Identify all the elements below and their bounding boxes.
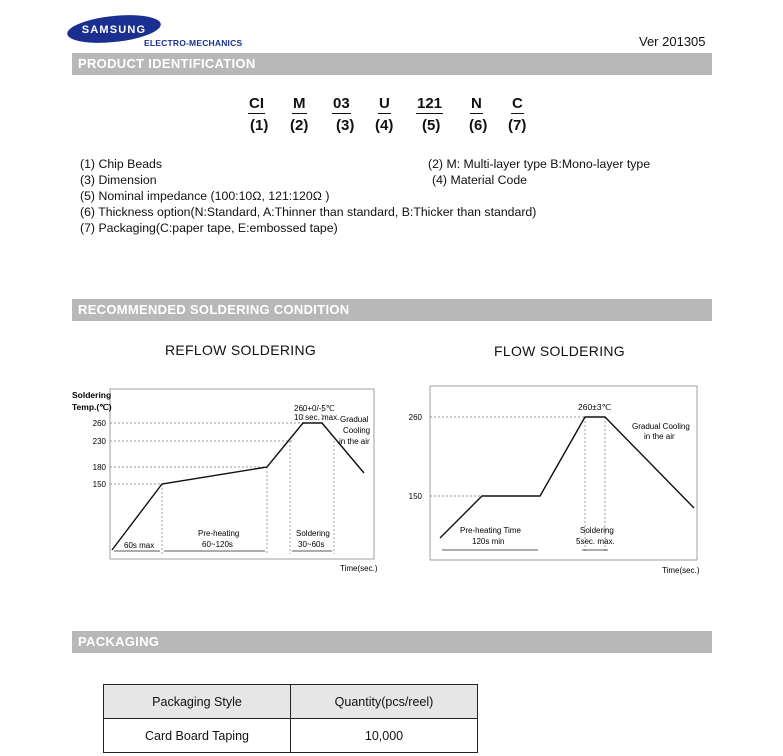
code-seg-7: C bbox=[512, 95, 523, 112]
version-label: Ver 201305 bbox=[639, 34, 706, 49]
code-num-2: (2) bbox=[290, 117, 309, 134]
flow-preheat-1: Pre-heating Time bbox=[460, 526, 521, 535]
reflow-solder-1: Soldering bbox=[296, 529, 330, 538]
reflow-cooling-2: Cooling bbox=[343, 426, 371, 435]
flow-solder-2: 5sec. max. bbox=[576, 537, 615, 546]
header-quantity: Quantity(pcs/reel) bbox=[291, 685, 478, 719]
flow-solder-1: Soldering bbox=[580, 526, 614, 535]
code-seg-4: U bbox=[379, 95, 390, 112]
flow-cooling-1: Gradual Cooling bbox=[632, 422, 690, 431]
reflow-ytick-260: 260 bbox=[92, 419, 106, 428]
reflow-peak-note-1: 260+0/-5℃ bbox=[294, 404, 335, 413]
desc-layer-type: (2) M: Multi-layer type B:Mono-layer type bbox=[428, 157, 651, 171]
reflow-preheat-1: Pre-heating bbox=[198, 529, 240, 538]
reflow-solder-2: 30~60s bbox=[298, 540, 325, 549]
code-seg-6: N bbox=[471, 95, 482, 112]
code-num-6: (6) bbox=[469, 117, 488, 134]
reflow-seg-60s: 60s max bbox=[124, 541, 155, 550]
desc-thickness: (6) Thickness option(N:Standard, A:Thinner than standard, B:Thicker than standard) bbox=[80, 205, 537, 219]
header-packaging-style: Packaging Style bbox=[104, 685, 291, 719]
cell-packaging-style: Card Board Taping bbox=[104, 719, 291, 753]
cell-quantity: 10,000 bbox=[291, 719, 478, 753]
code-num-1: (1) bbox=[250, 117, 269, 134]
code-seg-1: CI bbox=[249, 95, 264, 112]
reflow-ylabel-2: Temp.(℃) bbox=[72, 402, 112, 412]
section-soldering-condition: RECOMMENDED SOLDERING CONDITION bbox=[72, 299, 712, 321]
code-num-3: (3) bbox=[336, 117, 355, 134]
code-seg-5: 121 bbox=[417, 95, 443, 112]
table-header-row bbox=[104, 685, 478, 719]
desc-chip-beads: (1) Chip Beads bbox=[80, 157, 163, 171]
code-seg-2: M bbox=[293, 95, 306, 112]
table-row bbox=[104, 719, 478, 753]
reflow-ytick-150: 150 bbox=[92, 480, 106, 489]
reflow-ytick-230: 230 bbox=[92, 437, 106, 446]
reflow-cooling-1: Gradual bbox=[340, 415, 369, 424]
desc-dimension: (3) Dimension bbox=[80, 173, 157, 187]
section-product-identification: PRODUCT IDENTIFICATION bbox=[72, 53, 712, 75]
reflow-xlabel: Time(sec.) bbox=[340, 564, 378, 573]
flow-preheat-2: 120s min bbox=[472, 537, 505, 546]
flow-xlabel: Time(sec.) bbox=[662, 566, 700, 575]
reflow-cooling-3: in the air bbox=[339, 437, 370, 446]
reflow-ytick-180: 180 bbox=[92, 463, 106, 472]
section-packaging: PACKAGING bbox=[72, 631, 712, 653]
code-seg-3: 03 bbox=[333, 95, 350, 112]
reflow-chart bbox=[60, 380, 390, 580]
logo-subtitle: ELECTRO-MECHANICS bbox=[144, 38, 243, 48]
flow-ytick-260: 260 bbox=[408, 413, 422, 422]
reflow-title: REFLOW SOLDERING bbox=[165, 342, 317, 358]
flow-chart bbox=[400, 380, 710, 580]
logo-text: SAMSUNG bbox=[81, 24, 147, 36]
code-num-5: (5) bbox=[422, 117, 441, 134]
reflow-ylabel-1: Soldering bbox=[72, 390, 112, 400]
code-num-4: (4) bbox=[375, 117, 394, 134]
desc-impedance: (5) Nominal impedance (100:10Ω, 121:120Ω ) bbox=[80, 189, 330, 203]
flow-cooling-2: in the air bbox=[644, 432, 675, 441]
flow-ytick-150: 150 bbox=[408, 492, 422, 501]
flow-title: FLOW SOLDERING bbox=[494, 343, 625, 359]
reflow-peak-note-2: 10 sec. max. bbox=[294, 413, 340, 422]
desc-material-code: (4) Material Code bbox=[432, 173, 527, 187]
reflow-preheat-2: 60~120s bbox=[202, 540, 233, 549]
desc-packaging: (7) Packaging(C:paper tape, E:embossed tape) bbox=[80, 221, 338, 235]
flow-peak-note: 260±3℃ bbox=[578, 402, 612, 412]
packaging-table bbox=[103, 684, 478, 753]
code-num-7: (7) bbox=[508, 117, 527, 134]
